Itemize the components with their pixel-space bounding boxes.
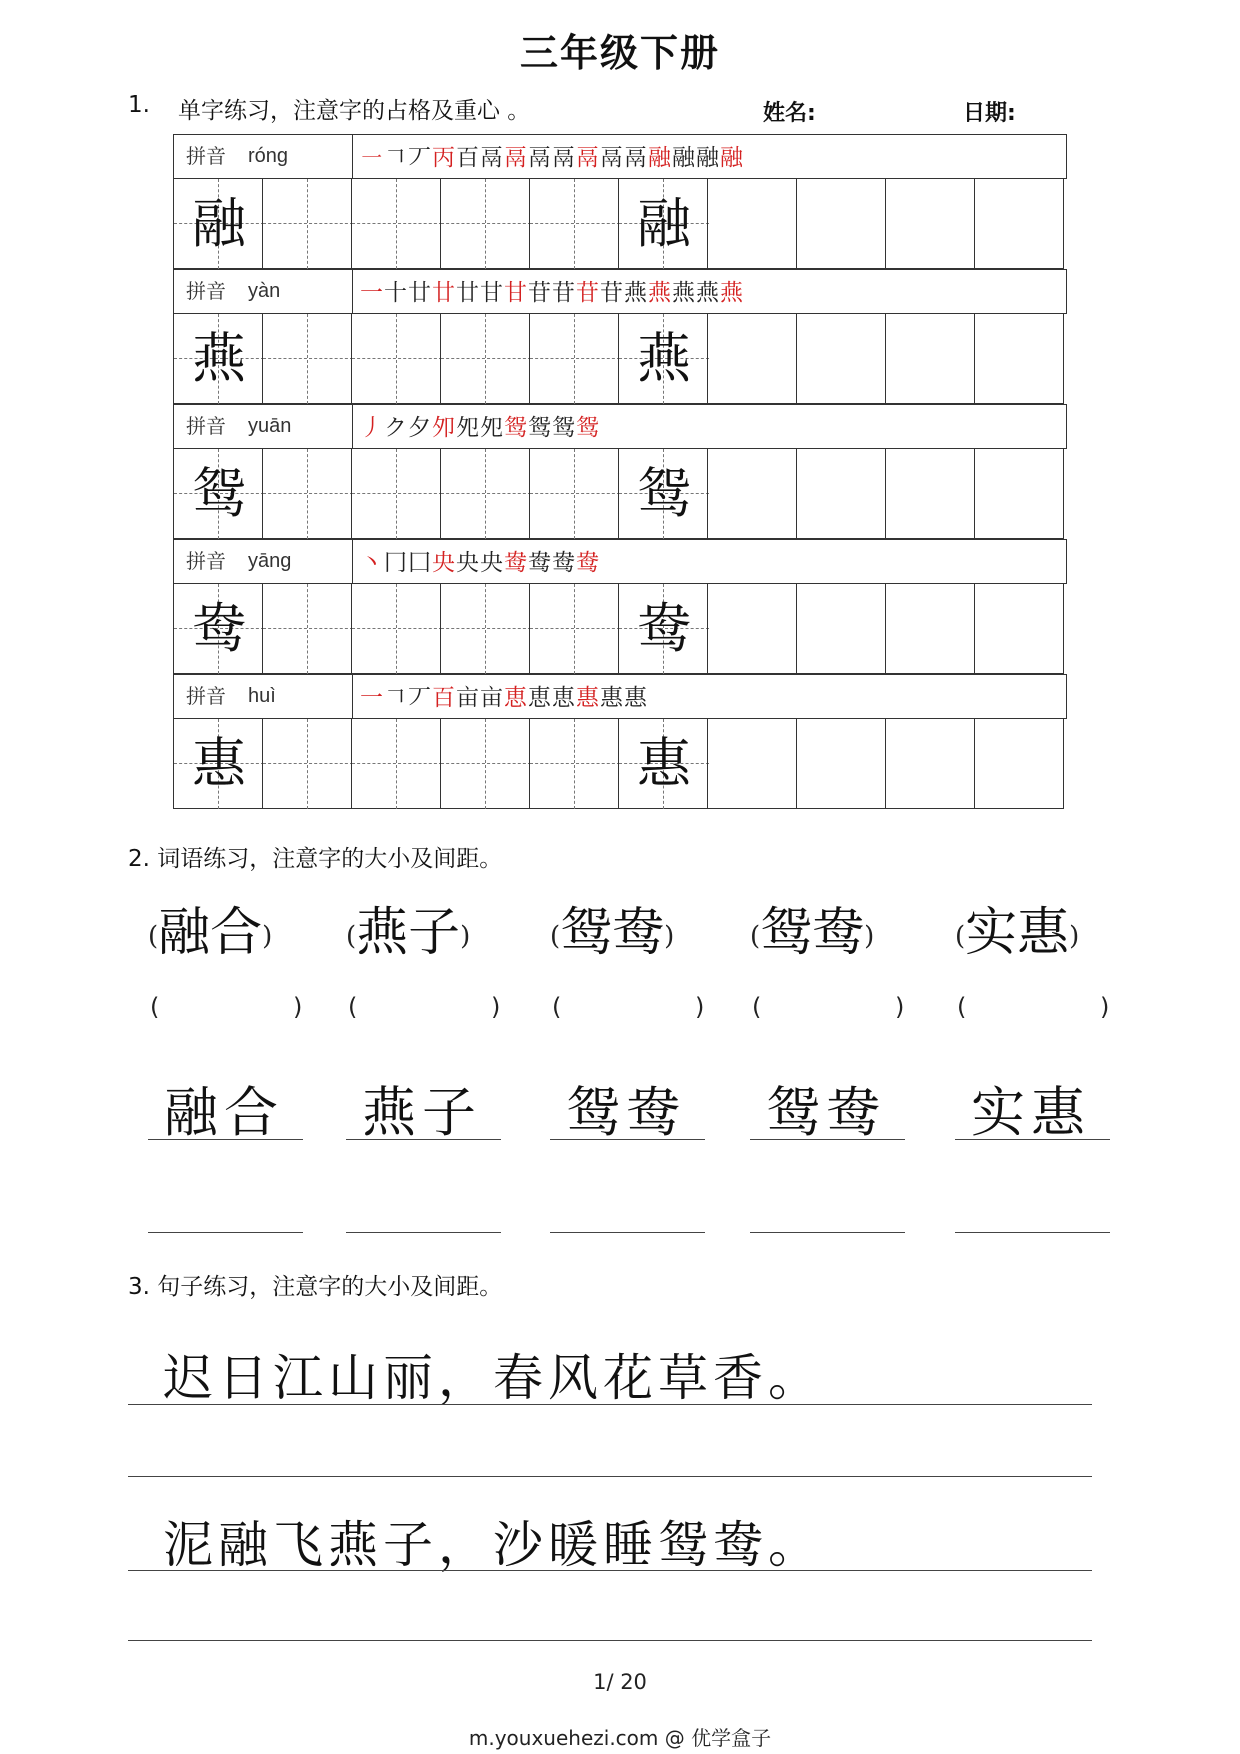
sentence-practice-line [128,1476,1092,1477]
model-word: 鸳鸯 [766,1081,886,1144]
char-row-3 [173,539,1067,674]
stroke-step: 百 [456,145,480,171]
tian-grid-cell [173,179,263,269]
paren-close: ) [460,921,471,952]
stroke-step: 鬲 [552,145,576,171]
stroke-step: 惠 [576,685,600,711]
model-character: 惠 [192,732,246,795]
tian-grid-cell [173,584,263,674]
pinyin-row [173,269,1067,314]
stroke-step: 央 [456,550,480,576]
grid-guide-horizontal [352,763,442,764]
blank-cell [974,179,1064,269]
stroke-step: 融 [672,145,696,171]
char-row-1 [173,269,1067,404]
word-practice-line [955,1232,1110,1233]
stroke-order [360,135,744,178]
tian-grid-cell [529,179,619,269]
stroke-step: 鬲 [480,145,504,171]
model-word: 融合 [164,1081,284,1144]
section3-instruction: 3. 句子练习，注意字的大小及间距。 [128,1274,503,1300]
stroke-step: 亩 [480,685,504,711]
tian-grid-cell [351,584,441,674]
grid-guide-vertical [307,314,308,404]
grid-guide-vertical [396,719,397,809]
stroke-step: 夕 [408,415,432,441]
stroke-step: 鸯 [504,550,528,576]
word-underline [346,1139,501,1140]
stroke-step: 鸯 [528,550,552,576]
stroke-step: 鸳 [552,415,576,441]
stroke-step: 夗 [456,415,480,441]
pinyin-blank-close: ) [1100,993,1110,1021]
blank-cell [707,179,797,269]
blank-cell [796,449,886,539]
stroke-step: 冂 [384,550,408,576]
date-label: 日期: [963,101,1016,126]
blank-cell [707,314,797,404]
pinyin-cell [174,405,353,448]
pinyin-label: 拼音 [186,279,226,303]
grid-guide-vertical [574,449,575,539]
blank-cell [707,719,797,809]
grid-guide-vertical [396,449,397,539]
grid-guide-vertical [307,584,308,674]
stroke-step: 惠 [624,685,648,711]
stroke-step: 丆 [408,685,432,711]
tian-grid-cell [351,314,441,404]
word-practice-line [346,1232,501,1233]
pinyin-value: yāng [248,550,292,572]
word-practice-line [750,1232,905,1233]
grid-guide-horizontal [441,763,531,764]
grid-guide-horizontal [352,628,442,629]
pinyin-cell [174,540,353,583]
tian-grid-cell [440,449,530,539]
stroke-step: 融 [648,145,672,171]
grid-guide-vertical [574,179,575,269]
model-character: 融 [192,192,246,255]
pinyin-row [173,404,1067,449]
stroke-step: 苷 [552,280,576,306]
sentence-underline [128,1570,1092,1571]
stroke-step: 燕 [672,280,696,306]
blank-cell [796,314,886,404]
model-sentence: 迟日江山丽，春风花草香。 [163,1349,823,1407]
stroke-step: ク [384,415,408,441]
word-practice-line [550,1232,705,1233]
stroke-step: 鸳 [528,415,552,441]
pinyin-blank-close: ) [695,993,705,1021]
grid-guide-horizontal [352,493,442,494]
stroke-step: 𠃍 [384,145,408,171]
tian-grid-cell [440,179,530,269]
blank-cell [885,584,975,674]
model-character: 鸯 [637,597,691,660]
sentence-underline [128,1404,1092,1405]
stroke-step: 丆 [408,145,432,171]
grid-guide-horizontal [441,223,531,224]
char-row-0 [173,134,1067,269]
grid-guide-horizontal [263,628,353,629]
writing-cells [173,584,1067,674]
pinyin-blank-close: ) [491,993,501,1021]
tian-grid-cell [173,449,263,539]
grid-guide-vertical [574,314,575,404]
word-text: 融合 [158,903,263,963]
tian-grid-cell [529,719,619,809]
model-character: 鸯 [192,597,246,660]
tian-grid-cell [618,179,708,269]
paren-close: ) [864,921,875,952]
blank-cell [885,179,975,269]
stroke-step: 一 [360,685,384,711]
word-with-parens [148,890,273,963]
model-character: 惠 [637,732,691,795]
pinyin-label: 拼音 [186,144,226,168]
paren-open: ( [148,921,159,952]
tian-grid-cell [618,449,708,539]
stroke-step: 甘 [504,280,528,306]
grid-guide-horizontal [263,763,353,764]
stroke-step: 恵 [552,685,576,711]
tian-grid-cell [440,314,530,404]
grid-guide-vertical [574,719,575,809]
pinyin-label: 拼音 [186,684,226,708]
stroke-step: ㇐ [360,145,384,171]
section1-instruction: 单字练习，注意字的占格及重心 。 [178,98,531,124]
tian-grid-cell [351,449,441,539]
blank-cell [974,584,1064,674]
stroke-order [360,270,744,313]
model-character: 燕 [192,327,246,390]
pinyin-value: róng [248,145,289,167]
grid-guide-horizontal [530,223,620,224]
stroke-step: 融 [696,145,720,171]
tian-grid-cell [262,584,352,674]
stroke-step: 十 [384,280,408,306]
grid-guide-horizontal [263,358,353,359]
stroke-step: 丙 [432,145,456,171]
blank-cell [796,719,886,809]
pinyin-cell [174,135,353,178]
section1-header [128,92,1128,126]
pinyin-value: yuān [248,415,292,437]
grid-guide-vertical [307,719,308,809]
stroke-step: 丶 [360,550,384,576]
stroke-step: 鸯 [552,550,576,576]
stroke-order [360,540,600,583]
tian-grid-cell [173,314,263,404]
stroke-step: 甘 [480,280,504,306]
pinyin-blank-open: ( [552,993,562,1021]
model-character: 鸳 [637,462,691,525]
paren-close: ) [664,921,675,952]
writing-cells [173,314,1067,404]
grid-guide-vertical [485,314,486,404]
grid-guide-vertical [307,449,308,539]
stroke-step: 燕 [720,280,744,306]
site-credit: m.youxuehezi.com @ 优学盒子 [468,1726,772,1750]
stroke-step: 鸳 [504,415,528,441]
paren-close: ) [262,921,273,952]
pinyin-blank-close: ) [293,993,303,1021]
stroke-step: 鬲 [600,145,624,171]
stroke-step: 央 [480,550,504,576]
pinyin-cell [174,270,353,313]
grid-guide-vertical [485,584,486,674]
stroke-step: 央 [432,550,456,576]
paren-open: ( [550,921,561,952]
blank-cell [885,449,975,539]
stroke-step: 鸯 [576,550,600,576]
grid-guide-horizontal [530,493,620,494]
blank-cell [974,719,1064,809]
word-with-parens [955,890,1080,963]
blank-cell [796,179,886,269]
grid-guide-horizontal [352,223,442,224]
grid-guide-vertical [574,584,575,674]
pinyin-cell [174,675,353,718]
tian-grid-cell [440,584,530,674]
tian-grid-cell [618,719,708,809]
model-character: 燕 [637,327,691,390]
model-word: 鸳鸯 [566,1081,686,1144]
blank-cell [796,584,886,674]
stroke-step: 鬲 [624,145,648,171]
paren-close: ) [1069,921,1080,952]
writing-cells [173,179,1067,269]
tian-grid-cell [262,179,352,269]
model-sentence: 泥融飞燕子，沙暖睡鸳鸯。 [163,1516,823,1574]
stroke-step: 鬲 [504,145,528,171]
stroke-step: 亩 [456,685,480,711]
word-underline [148,1139,303,1140]
grid-guide-horizontal [441,358,531,359]
stroke-step: 恵 [504,685,528,711]
word-underline [550,1139,705,1140]
tian-grid-cell [529,584,619,674]
grid-guide-vertical [485,449,486,539]
tian-grid-cell [262,449,352,539]
stroke-step: 囗 [408,550,432,576]
stroke-step: 惠 [600,685,624,711]
stroke-step: 鬲 [576,145,600,171]
pinyin-blank-close: ) [895,993,905,1021]
grid-guide-horizontal [530,628,620,629]
pinyin-blank-open: ( [957,993,967,1021]
character-practice-grid [173,134,1067,809]
stroke-step: 夘 [432,415,456,441]
pinyin-blank-open: ( [752,993,762,1021]
word-with-parens [550,890,675,963]
stroke-step: 廿 [408,280,432,306]
tian-grid-cell [351,179,441,269]
tian-grid-cell [618,584,708,674]
model-word: 燕子 [362,1081,482,1144]
pinyin-blank-open: ( [348,993,358,1021]
pinyin-row [173,674,1067,719]
stroke-step: 一 [360,280,384,306]
stroke-step: 苷 [576,280,600,306]
tian-grid-cell [440,719,530,809]
tian-grid-cell [173,719,263,809]
paren-open: ( [346,921,357,952]
name-label: 姓名: [763,101,816,126]
char-row-2 [173,404,1067,539]
blank-cell [707,449,797,539]
stroke-step: 廿 [456,280,480,306]
writing-cells [173,719,1067,809]
word-underline [750,1139,905,1140]
paren-open: ( [750,921,761,952]
grid-guide-vertical [485,719,486,809]
stroke-step: 夗 [480,415,504,441]
stroke-order [360,675,648,718]
pinyin-value: yàn [248,280,281,302]
writing-cells [173,449,1067,539]
section1-number: 1. [128,92,150,118]
word-text: 燕子 [356,903,461,963]
word-with-parens [750,890,875,963]
word-text: 鸳鸯 [760,903,865,963]
pinyin-label: 拼音 [186,549,226,573]
stroke-step: 𠃍 [384,685,408,711]
tian-grid-cell [618,314,708,404]
stroke-step: 鸳 [576,415,600,441]
grid-guide-horizontal [263,223,353,224]
word-practice-line [148,1232,303,1233]
stroke-step: 恵 [528,685,552,711]
grid-guide-horizontal [530,763,620,764]
tian-grid-cell [262,314,352,404]
tian-grid-cell [262,719,352,809]
tian-grid-cell [529,449,619,539]
model-word: 实惠 [971,1081,1091,1144]
grid-guide-vertical [485,179,486,269]
pinyin-row [173,539,1067,584]
grid-guide-vertical [396,314,397,404]
blank-cell [974,449,1064,539]
sentence-practice-line [128,1640,1092,1641]
pinyin-row [173,134,1067,179]
stroke-step: 鬲 [528,145,552,171]
model-character: 鸳 [192,462,246,525]
pinyin-label: 拼音 [186,414,226,438]
pinyin-blank-open: ( [150,993,160,1021]
grid-guide-horizontal [530,358,620,359]
stroke-step: 丿 [360,415,384,441]
grid-guide-horizontal [441,493,531,494]
section2-instruction: 2. 词语练习，注意字的大小及间距。 [128,846,503,872]
page-title: 三年级下册 [519,31,720,75]
model-character: 融 [637,192,691,255]
grid-guide-horizontal [263,493,353,494]
stroke-step: 燕 [696,280,720,306]
stroke-step: 苷 [600,280,624,306]
grid-guide-horizontal [441,628,531,629]
tian-grid-cell [529,314,619,404]
pinyin-value: huì [248,685,276,707]
char-row-4 [173,674,1067,809]
word-underline [955,1139,1110,1140]
paren-open: ( [955,921,966,952]
blank-cell [707,584,797,674]
stroke-step: 融 [720,145,744,171]
blank-cell [974,314,1064,404]
stroke-order [360,405,600,448]
tian-grid-cell [351,719,441,809]
word-text: 鸳鸯 [560,903,665,963]
grid-guide-vertical [396,584,397,674]
page-number: 1/ 20 [593,1670,647,1694]
word-with-parens [346,890,471,963]
grid-guide-vertical [396,179,397,269]
blank-cell [885,719,975,809]
stroke-step: 燕 [624,280,648,306]
blank-cell [885,314,975,404]
stroke-step: 苷 [528,280,552,306]
grid-guide-horizontal [352,358,442,359]
stroke-step: 廿 [432,280,456,306]
stroke-step: 燕 [648,280,672,306]
grid-guide-vertical [307,179,308,269]
stroke-step: 百 [432,685,456,711]
word-text: 实惠 [965,903,1070,963]
